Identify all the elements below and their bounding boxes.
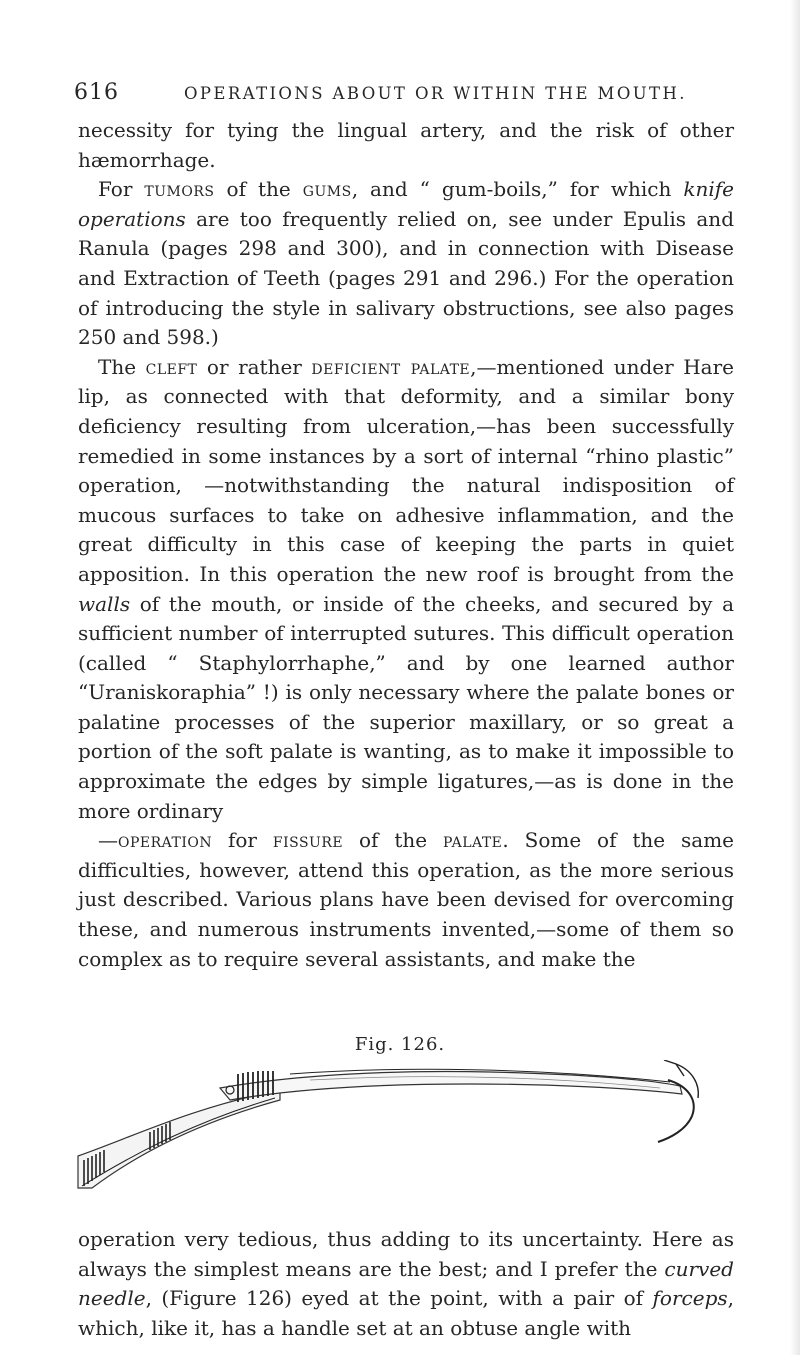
body-text-upper xyxy=(78,116,734,974)
italic-term: knife operations xyxy=(78,177,734,231)
paragraph-3: The cleft or rather deficient palate,—mentioned under Hare lip, as connected with that deformity, and a similar bony deficiency resulting from ulceration,—has been successfully remedied in some instances by a sort of internal “rhino plastic” operation, —notwithstanding the natural indisposition of mucous surfaces to take on adhesive inflammation, and the great difficulty in this case of keeping the parts in quiet apposition. In this operation the new roof is brought from the walls of the mouth, or inside of the cheeks, and secured by a sufficient number of interrupted sutures. This difficult operation (called “ Staphylorrhaphe,” and by one learned author “Uraniskoraphia” !) is only necessary where the palate bones or palatine processes of the superior maxillary, or so great a portion of the soft palate is wanting, as to make it impossible to approximate the edges by simple ligatures,—as is done in the more ordinary xyxy=(78,354,734,823)
paragraph-1: necessity for tying the lingual artery, and the risk of other hæmorrhage. xyxy=(78,118,734,172)
paragraph-2: For tumors of the gums, and “ gum-boils,” for which knife operations are too frequently relied on, see under Epulis and Ranula (pages 298 and 300), and in connection with Disease and Extraction of Teeth (pages 291 and 296.) For the operation of introducing the style in salivary obstructions, see also pages 250 and 598.) xyxy=(78,177,734,350)
small-caps-term: palate xyxy=(442,828,503,853)
small-caps-term: fissure xyxy=(272,828,344,853)
figure-caption: Fig. 126. xyxy=(354,1034,446,1055)
italic-term: forceps xyxy=(652,1286,728,1311)
small-caps-term: operation xyxy=(118,828,213,853)
page-number: 616 xyxy=(74,80,119,105)
paragraph-4: —operation for fissure of the palate. Some of the same difficulties, however, attend this operation, as the more serious just described. Various plans have been devised for overcoming these, and numerous instruments invented,—some of them so complex as to require several assistants, and make the xyxy=(78,828,734,971)
body-text-lower xyxy=(78,1225,734,1343)
page-edge-shadow xyxy=(790,0,800,1355)
curved-needle-forceps-illustration xyxy=(70,1060,710,1190)
small-caps-term: deficient palate xyxy=(311,354,471,379)
running-head: OPERATIONS ABOUT OR WITHIN THE MOUTH. xyxy=(184,84,687,103)
paragraph-5: operation very tedious, thus adding to its uncertainty. Here as always the simplest means are the best; and I prefer the curved needle, (Figure 126) eyed at the point, with a pair of forceps, which, like it, has a handle set at an obtuse angle with xyxy=(78,1227,734,1340)
italic-term: walls xyxy=(78,591,131,616)
small-caps-term: gums xyxy=(302,177,352,202)
small-caps-term: tumors xyxy=(144,177,215,202)
small-caps-term: cleft xyxy=(145,354,198,379)
italic-term: curved needle xyxy=(78,1256,734,1311)
page-header xyxy=(74,80,734,110)
